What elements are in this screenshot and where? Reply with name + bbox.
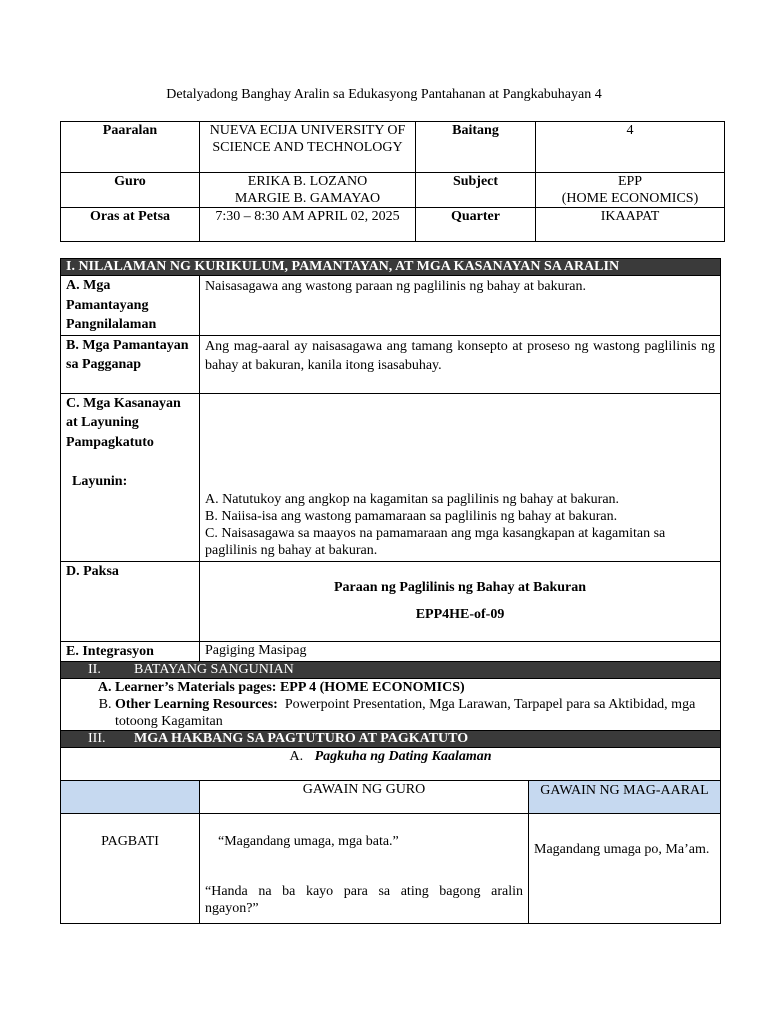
paaralan-value: NUEVA ECIJA UNIVERSITY OF SCIENCE AND TECHNOLOGY xyxy=(200,122,416,173)
section3-header xyxy=(61,731,721,748)
lesson-plan-table xyxy=(60,258,721,924)
pagkuha-title: Pagkuha ng Dating Kaalaman xyxy=(314,749,492,764)
section2-title: BATAYANG SANGUNIAN xyxy=(134,662,294,677)
school-info-table xyxy=(60,121,725,242)
paaralan-label: Paaralan xyxy=(61,122,200,173)
section1-header: I. NILALAMAN NG KURIKULUM, PAMANTAYAN, AT MGA KASANAYAN SA ARALIN xyxy=(61,259,721,276)
section3-title: MGA HAKBANG SA PAGTUTURO AT PAGKATUTO xyxy=(134,731,469,746)
kasanayan-label-cell xyxy=(61,393,200,561)
learners-materials-item: A. Learner’s Materials pages: EPP 4 (HOME ECONOMICS) xyxy=(115,679,720,696)
other-resources-label: Other Learning Resources: xyxy=(115,697,278,712)
other-resources-item xyxy=(115,696,720,730)
guro-name-2: MARGIE B. GAMAYAO xyxy=(234,191,381,206)
pamantayan-pagganap-label: B. Mga Pamantayan sa Pagganap xyxy=(61,335,200,393)
guro-question: “Handa na ba kayo para sa ating bagong aralin ngayon?” xyxy=(205,884,523,916)
sangunian-list xyxy=(61,679,720,730)
subject-value-1: EPP xyxy=(617,174,643,189)
paksa-cell xyxy=(200,561,721,641)
pagbati-label: PAGBATI xyxy=(61,814,200,924)
pamantayang-pangnilalaman-value: Naisasagawa ang wastong paraan ng paglilinis ng bahay at bakuran. xyxy=(200,276,721,336)
oras-label: Oras at Petsa xyxy=(61,208,200,242)
gawain-magaaral-cell xyxy=(529,814,721,924)
section2-num: II. xyxy=(88,662,101,677)
gawain-guro-header: GAWAIN NG GURO xyxy=(200,781,529,814)
quarter-value: IKAAPAT xyxy=(536,208,725,242)
guro-label: Guro xyxy=(61,173,200,208)
baitang-value: 4 xyxy=(536,122,725,173)
integrasyon-label: E. Integrasyon xyxy=(61,641,200,662)
layunin-b: B. Naiisa-isa ang wastong pamamaraan sa paglilinis ng bahay at bakuran. xyxy=(205,508,618,524)
baitang-label: Baitang xyxy=(416,122,536,173)
layunin-label: Layunin: xyxy=(72,474,128,489)
paksa-title: Paraan ng Paglilinis ng Bahay at Bakuran xyxy=(333,579,587,595)
pagkuha-cell xyxy=(61,748,721,781)
other-resources-value: Powerpoint Presentation, Mga Larawan, Tarpapel para sa Aktibidad, mga totoong Kagamitan xyxy=(115,697,696,729)
subject-value-2: (HOME ECONOMICS) xyxy=(561,191,699,206)
gawain-magaaral-header: GAWAIN NG MAG-AARAL xyxy=(529,781,721,814)
section2-header xyxy=(61,662,721,679)
section3-num: III. xyxy=(88,731,106,746)
page-title: Detalyadong Banghay Aralin sa Edukasyong Pantahanan at Pangkabuhayan 4 xyxy=(166,87,602,102)
layunin-c: C. Naisasagawa sa maayos na pamamaraan ang mga kasangkapan at kagamitan sa paglilinis ng bahay at bakuran. xyxy=(205,525,666,558)
paksa-code: EPP4HE-of-09 xyxy=(415,606,505,622)
subject-label: Subject xyxy=(416,173,536,208)
pamantayan-pagganap-value: Ang mag-aaral ay naisasagawa ang tamang konsepto at proseso ng wastong paglilinis ng bahay at bakuran, kanila itong isasabuhay. xyxy=(200,335,721,393)
pamantayang-pangnilalaman-label: A. Mga Pamantayang Pangnilalaman xyxy=(61,276,200,336)
layunin-cell xyxy=(200,393,721,561)
integrasyon-value: Pagiging Masipag xyxy=(200,641,721,662)
guro-greeting: “Magandang umaga, mga bata.” xyxy=(218,834,399,849)
quarter-label: Quarter xyxy=(416,208,536,242)
layunin-a: A. Natutukoy ang angkop na kagamitan sa paglilinis ng bahay at bakuran. xyxy=(205,491,620,507)
subject-value xyxy=(536,173,725,208)
kasanayan-label: C. Mga Kasanayan at Layuning Pampagkatuto xyxy=(66,395,181,450)
magaaral-greeting: Magandang umaga po, Ma’am. xyxy=(534,842,710,857)
sangunian-cell xyxy=(61,679,721,731)
pagkuha-letter: A. xyxy=(289,749,304,764)
blank-header-cell xyxy=(61,781,200,814)
paksa-label: D. Paksa xyxy=(61,561,200,641)
guro-value xyxy=(200,173,416,208)
guro-name-1: ERIKA B. LOZANO xyxy=(247,174,368,189)
oras-value: 7:30 – 8:30 AM APRIL 02, 2025 xyxy=(200,208,416,242)
gawain-guro-cell xyxy=(200,814,529,924)
